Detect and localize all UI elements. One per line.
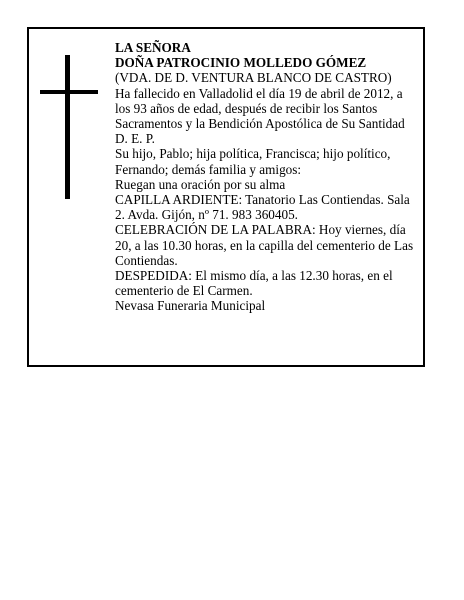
obituary-notice (27, 27, 425, 367)
cross-horizontal-bar (40, 90, 98, 94)
deceased-name: DOÑA PATROCINIO MOLLEDO GÓMEZ (115, 55, 367, 71)
cross-icon (40, 55, 98, 199)
notice-title: LA SEÑORA (115, 40, 191, 55)
cross-vertical-bar (65, 55, 70, 199)
family-line: Su hijo, Pablo; hija política, Francisca; hijo político, Fernando; demás familia y amigos: (115, 146, 391, 177)
widow-of-line: (VDA. DE D. VENTURA BLANCO DE CASTRO) (115, 70, 392, 86)
farewell-info: DESPEDIDA: El mismo día, a las 12.30 horas, en el cementerio de El Carmen. (115, 268, 393, 299)
rip-line: D. E. P. (115, 131, 155, 147)
ceremony-info: CELEBRACIÓN DE LA PALABRA: Hoy viernes, día 20, a las 10.30 horas, en la capilla del cementerio de Las Contiendas. (115, 222, 414, 268)
funeral-home: Nevasa Funeraria Municipal (115, 298, 266, 314)
notice-body (115, 40, 421, 314)
prayer-request: Ruegan una oración por su alma (115, 176, 286, 192)
chapel-info: CAPILLA ARDIENTE: Tanatorio Las Contiendas. Sala 2. Avda. Gijón, nº 71. 983 360405. (115, 192, 410, 223)
death-announcement: Ha fallecido en Valladolid el día 19 de abril de 2012, a los 93 años de edad, después de recibir los Santos Sacramentos y la Bendición Apostólica de Su Santidad (115, 85, 405, 132)
